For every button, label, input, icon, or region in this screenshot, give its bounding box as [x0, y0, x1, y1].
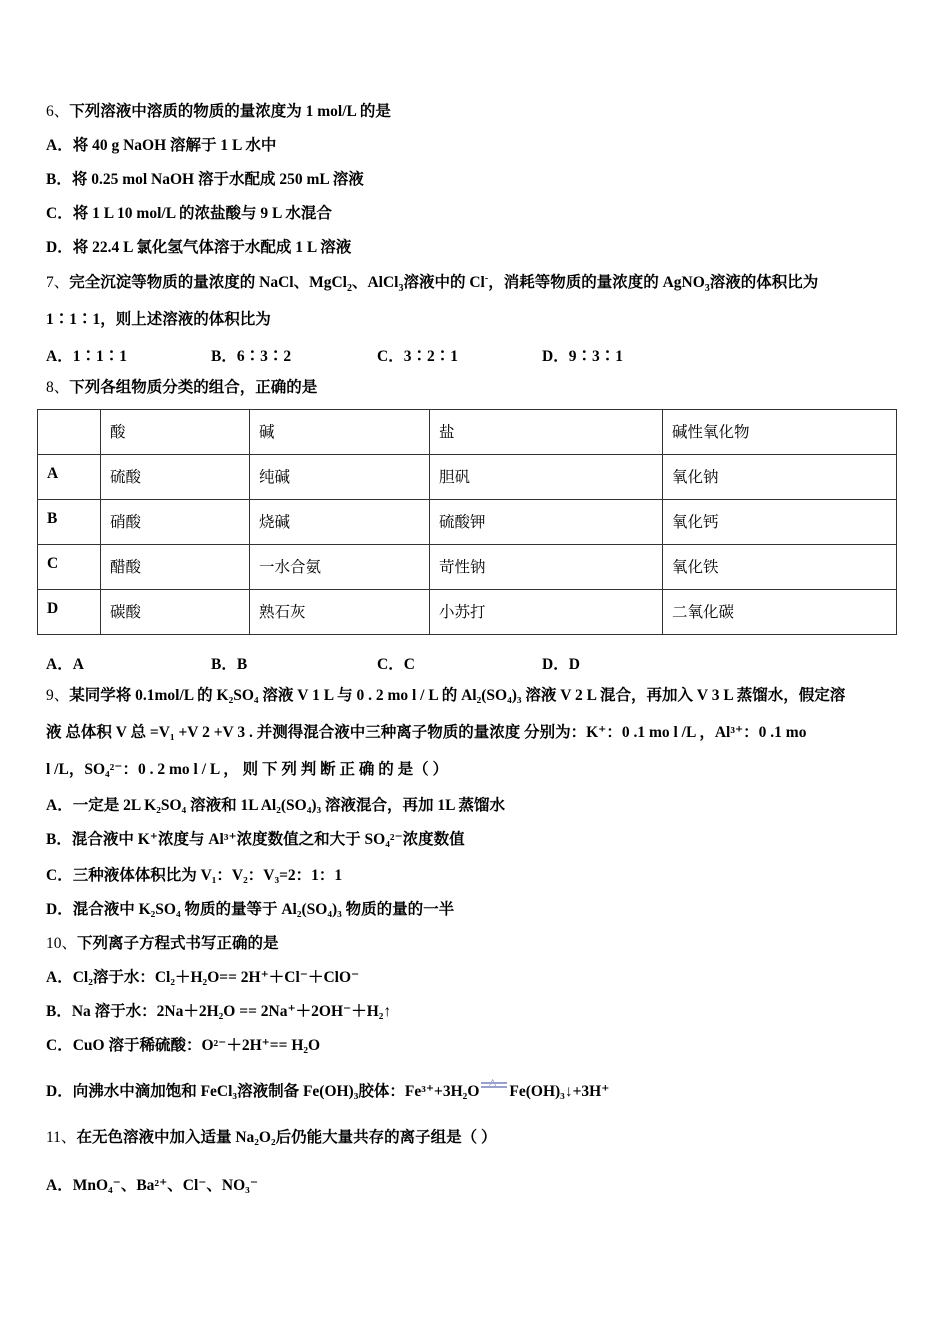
stem-part: 溶液中的 Cl	[403, 274, 485, 291]
table-header-cell	[38, 410, 101, 455]
q10-option-a: A．Cl₂溶于水：Cl₂＋H₂O== 2H⁺＋Cl⁻＋ClO⁻	[46, 969, 360, 986]
question-8-stem	[46, 378, 317, 398]
table-cell: 小苏打	[430, 590, 663, 635]
question-11-stem	[46, 1128, 496, 1148]
q7-option-b: B．6∶3∶2	[211, 348, 292, 365]
q8-option-c: C．C	[377, 656, 415, 673]
question-number: 8、	[46, 379, 70, 396]
question-9-stem-line2: 液 总体积 V 总 =V₁ +V 2 +V 3 . 并测得混合液中三种离子物质的量浓度 分别为：K⁺：0 .1 mo l /L ，Al³⁺：0 .1 mo	[46, 724, 807, 741]
table-row	[38, 545, 897, 590]
question-number: 7、	[46, 274, 70, 291]
table-cell: 一水合氨	[250, 545, 430, 590]
table-row	[38, 455, 897, 500]
table-cell: A	[38, 455, 101, 500]
question-number: 9、	[46, 687, 70, 704]
table-cell: 苛性钠	[430, 545, 663, 590]
table-cell: 硝酸	[101, 500, 250, 545]
q7-option-d: D．9∶3∶1	[542, 348, 623, 365]
question-6-stem	[46, 102, 391, 122]
table-cell: 烧碱	[250, 500, 430, 545]
question-9-stem-line3: l /L，SO₄²⁻：0 . 2 mo l / L ， 则 下 列 判 断 正 确 的 是（ ）	[46, 761, 448, 778]
table-header-cell: 盐	[430, 410, 663, 455]
q9-option-c: C．三种液体体积比为 V₁：V₂：V₃=2：1：1	[46, 867, 343, 884]
table-cell: 醋酸	[101, 545, 250, 590]
stem-part: 溶液的体积比为	[709, 274, 819, 291]
table-cell: 硫酸钾	[430, 500, 663, 545]
q6-option-a: A．将 40 g NaOH 溶解于 1 L 水中	[46, 137, 277, 154]
stem-part: ，消耗等物质的量浓度的 AgNO	[488, 274, 705, 291]
q9-option-a: A．一定是 2L K₂SO₄ 溶液和 1L Al₂(SO₄)₃ 溶液混合，再加 1L 蒸馏水	[46, 797, 506, 814]
question-text: 下列溶液中溶质的物质的量浓度为 1 mol/L 的是	[69, 103, 391, 120]
table-cell: 熟石灰	[250, 590, 430, 635]
q9-option-b: B．混合液中 K⁺浓度与 Al³⁺浓度数值之和大于 SO₄²⁻浓度数值	[46, 831, 465, 848]
q10-option-c: C．CuO 溶于稀硫酸：O²⁻＋2H⁺== H₂O	[46, 1037, 321, 1054]
question-9-stem-line1	[46, 686, 845, 706]
question-7-stem: 7、完全沉淀等物质的量浓度的 NaCl、MgCl$_2$、AlCl$_3$溶液中的 Cl-，消耗等物质的量浓度的 AgNO$_3$溶液的体积比为	[46, 272, 819, 295]
table-cell: 胆矾	[430, 455, 663, 500]
q8-option-b: B．B	[211, 656, 248, 673]
table-header-cell: 酸	[101, 410, 250, 455]
table-cell: 氧化铁	[663, 545, 897, 590]
table-header-row	[38, 410, 897, 455]
table-row	[38, 590, 897, 635]
table-cell: C	[38, 545, 101, 590]
equals-bar-icon	[481, 1082, 507, 1084]
classification-table	[37, 409, 897, 635]
stem-part: 、AlCl	[351, 274, 399, 291]
equals-bar-icon	[481, 1086, 507, 1088]
question-number: 11、	[46, 1129, 77, 1146]
question-number: 10、	[46, 935, 78, 952]
table-cell: 硫酸	[101, 455, 250, 500]
q6-option-d: D．将 22.4 L 氯化氢气体溶于水配成 1 L 溶液	[46, 239, 352, 256]
table-cell: 碳酸	[101, 590, 250, 635]
table-cell: 纯碱	[250, 455, 430, 500]
table-header-cell: 碱	[250, 410, 430, 455]
table-row	[38, 500, 897, 545]
question-text: 下列各组物质分类的组合，正确的是	[69, 379, 318, 396]
equation-left: D．向沸水中滴加饱和 FeCl₃溶液制备 Fe(OH)₃胶体：Fe³⁺+3H₂O	[46, 1083, 480, 1100]
table-cell: B	[38, 500, 101, 545]
table-cell: 氧化钙	[663, 500, 897, 545]
q11-option-a: A．MnO₄⁻、Ba²⁺、Cl⁻、NO₃⁻	[46, 1177, 259, 1194]
stem-part: 完全沉淀等物质的量浓度的 NaCl、MgCl	[69, 274, 347, 291]
question-7-stem-line2: 1∶1∶1，则上述溶液的体积比为	[46, 311, 271, 328]
q8-option-a: A．A	[46, 656, 84, 673]
equation-right: Fe(OH)₃↓+3H⁺	[509, 1083, 610, 1100]
question-10-stem	[46, 934, 279, 954]
table-header-cell: 碱性氧化物	[663, 410, 897, 455]
q8-option-d: D．D	[542, 656, 580, 673]
question-text: 下列离子方程式书写正确的是	[77, 935, 279, 952]
table-cell: D	[38, 590, 101, 635]
heating-condition-icon	[479, 1083, 509, 1101]
question-number: 6、	[46, 103, 70, 120]
question-text: 在无色溶液中加入适量 Na₂O₂后仍能大量共存的离子组是（ ）	[76, 1129, 497, 1146]
q7-option-c: C．3∶2∶1	[377, 348, 458, 365]
question-text: 某同学将 0.1mol/L 的 K₂SO₄ 溶液 V 1 L 与 0 . 2 mo l / L 的 Al₂(SO₄)₃ 溶液 V 2 L 混合，再加入 V 3 L 蒸馏水，假定溶	[69, 687, 846, 704]
table-cell: 氧化钠	[663, 455, 897, 500]
q9-option-d: D．混合液中 K₂SO₄ 物质的量等于 Al₂(SO₄)₃ 物质的量的一半	[46, 901, 455, 918]
q10-option-d	[46, 1082, 609, 1102]
q7-option-a: A．1∶1∶1	[46, 348, 127, 365]
q10-option-b: B．Na 溶于水：2Na＋2H₂O == 2Na⁺＋2OH⁻＋H₂↑	[46, 1003, 392, 1020]
q6-option-c: C．将 1 L 10 mol/L 的浓盐酸与 9 L 水混合	[46, 205, 332, 222]
table-cell: 二氧化碳	[663, 590, 897, 635]
q6-option-b: B．将 0.25 mol NaOH 溶于水配成 250 mL 溶液	[46, 171, 364, 188]
